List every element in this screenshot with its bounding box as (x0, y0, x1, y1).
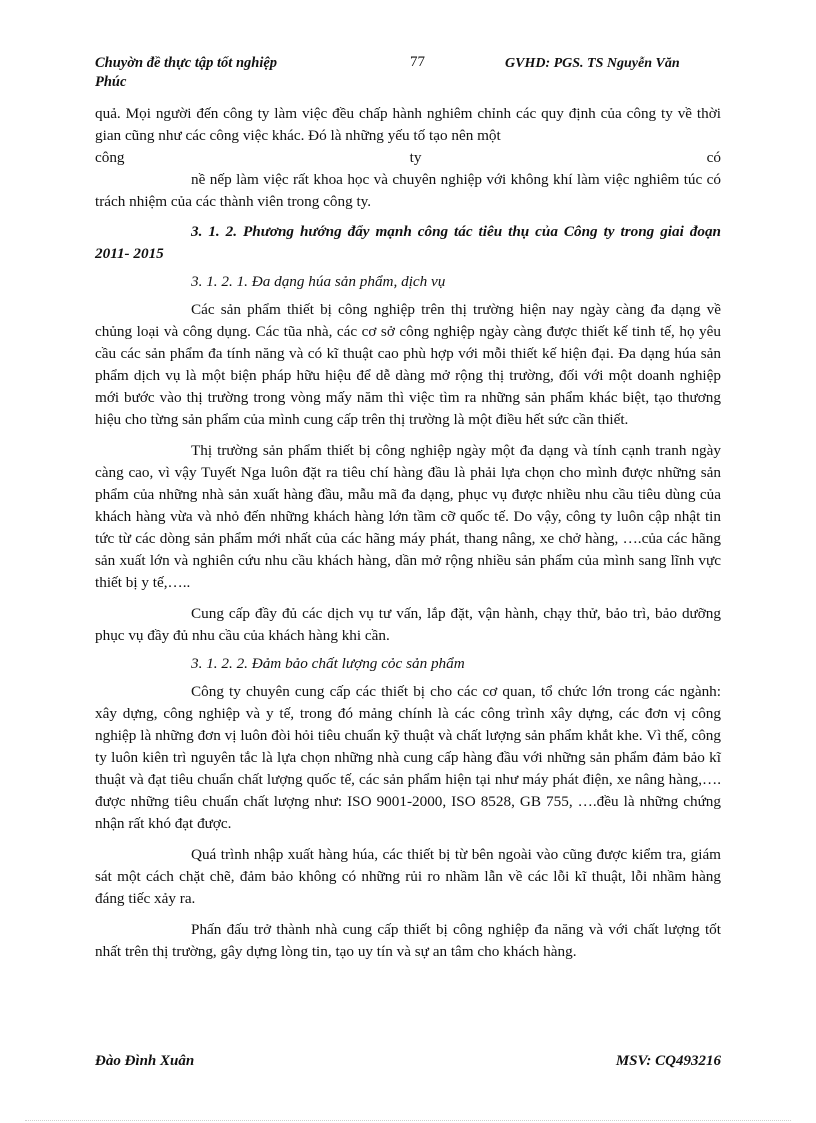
paragraph-1-spread-line (95, 147, 721, 169)
paragraph-8: Phấn đấu trở thành nhà cung cấp thiết bị công nghiệp đa năng và với chất lượng tốt nhất trên thị trường, gây dựng lòng tin, tạo uy tín và sự an tâm cho khách hàng. (95, 921, 721, 960)
page-bottom-divider (25, 1120, 791, 1121)
spread-word: có (706, 149, 721, 166)
page-number: 77 (410, 54, 425, 70)
page-header (95, 54, 720, 94)
header-left (95, 54, 325, 92)
paragraph-5: Cung cấp đầy đủ các dịch vụ tư vấn, lắp đặt, vận hành, chạy thử, bảo trì, bảo dưỡng phục vụ đầy đủ nhu cầu của khách hàng khi cần. (95, 605, 721, 644)
subsection-heading-3-1-2-1: 3. 1. 2. 1. Đa dạng húa sản phẩm, dịch vụ (191, 273, 446, 290)
paragraph-7: Quá trình nhập xuất hàng húa, các thiết bị từ bên ngoài vào cũng được kiểm tra, giám sát một cách chặt chẽ, đảm bảo không có những rủi ro nhầm lẫn về các lỗi kĩ thuật, lỗi nhầm hàng đáng tiếc xảy ra. (95, 846, 721, 907)
footer-student-id: MSV: CQ493216 (615, 1053, 721, 1069)
spread-word: công (95, 149, 125, 166)
header-supervisor: GVHD: PGS. TS Nguyễn Văn (505, 56, 680, 71)
header-title: Chuyờn đề thực tập tốt nghiệp (95, 55, 278, 71)
paragraph-3: Các sản phẩm thiết bị công nghiệp trên thị trường hiện nay ngày càng đa dạng về chủng loại và công dụng. Các tũa nhà, các cơ sở công nghiệp ngày càng được thiết kế tinh tế, họ yêu cầu các sản phẩm đa tính năng và có kĩ thuật cao phù hợp với mỗi thiết kế hiện đại. Đa dạng húa sản phẩm dịch vụ là một biện pháp hữu hiệu để dễ dàng mở rộng thị trường, đối với một doanh nghiệp mới bước vào thị trường trong vòng mấy năm thì việc tìm ra những sản phẩm khác biệt, tạo thương hiệu cho từng sản phẩm của mình cung cấp trên thị trường là một điều hết sức cần thiết. (95, 301, 721, 428)
section-heading-3-1-2: 3. 1. 2. Phương hướng đẩy mạnh công tác tiêu thụ của Công ty trong giai đoạn 2011- 2015 (95, 223, 721, 262)
subsection-heading-3-1-2-2: 3. 1. 2. 2. Đảm bảo chất lượng cỏc sản phẩm (191, 655, 465, 672)
header-title-wrap: Phúc (95, 74, 127, 90)
page-body (95, 103, 721, 963)
paragraph-1: quả. Mọi người đến công ty làm việc đều chấp hành nghiêm chỉnh các quy định của công ty về thời gian cũng như các công việc khác. Đó là những yếu tố tạo nên một (95, 105, 721, 144)
spread-word: ty (409, 149, 422, 166)
paragraph-4: Thị trường sản phẩm thiết bị công nghiệp ngày một đa dạng và tính cạnh tranh ngày càng cao, vì vậy Tuyết Nga luôn đặt ra tiêu chí hàng đầu là phải lựa chọn cho mình được những sản phẩm của những nhà sản xuất hàng đầu, mẫu mã đa dạng, phục vụ được nhiều nhu cầu tiêu dùng của khách hàng vừa và nhỏ đến những khách hàng lớn tầm cỡ quốc tế. Do vậy, công ty luôn cập nhật tin tức từ các dòng sản phẩm mới nhất của các hãng máy phát, thang nâng, xe chở hàng, ….của các hãng sản xuất lớn và nghiên cứu nhu cầu khách hàng, dần mở rộng nhiều sản phẩm của mình sang lĩnh vực thiết bị y tế,….. (95, 442, 721, 591)
paragraph-2: nề nếp làm việc rất khoa học và chuyên nghiệp với không khí làm việc nghiêm túc có trách nhiệm của các thành viên trong công ty. (95, 171, 721, 210)
footer-author: Đào Đình Xuân (95, 1053, 195, 1069)
paragraph-6: Công ty chuyên cung cấp các thiết bị cho các cơ quan, tổ chức lớn trong các ngành: xây dựng, công nghiệp và y tế, trong đó mảng chính là các công trình xây dựng, các đơn vị công nghiệp là những đơn vị luôn đòi hỏi tiêu chuẩn kỹ thuật và chất lượng sản phẩm khắt khe. Vì thế, công ty luôn kiên trì nguyên tắc là lựa chọn những nhà cung cấp hàng đầu với những sản phẩm đảm bảo kĩ thuật và đạt tiêu chuẩn chất lượng quốc tế, các sản phẩm hiện tại như máy phát điện, xe nâng hàng,…. được những tiêu chuẩn chất lượng như: ISO 9001-2000, ISO 8528, GB 755, ….đều là những chứng nhận rất khó đạt được. (95, 683, 721, 832)
